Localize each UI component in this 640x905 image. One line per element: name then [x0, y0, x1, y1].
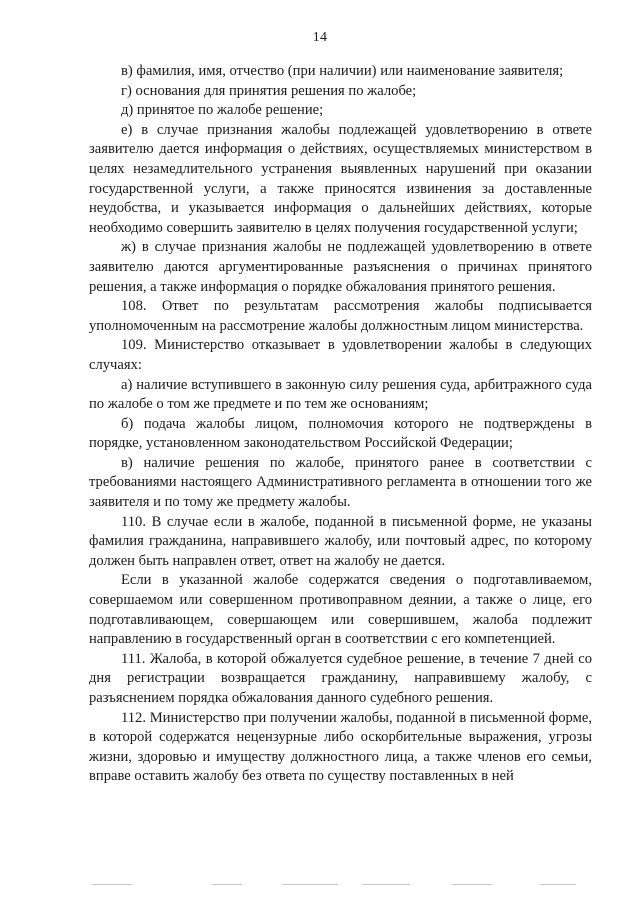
page-number: 14 [312, 30, 328, 45]
paragraph-item-d: д) принятое по жалобе решение; [121, 102, 324, 119]
scan-artifact-line [92, 884, 132, 885]
paragraph-110: 110. В случае если в жалобе, поданной в письменной форме, не указаны фамилия гражданина, направившего жалобу, или почтовый адрес, по которому должен быть направлен ответ, ответ на жалобу не дается. [89, 513, 592, 569]
scan-artifact-line [212, 884, 242, 885]
scan-artifact-line [452, 884, 492, 885]
paragraph-109-a: а) наличие вступившего в законную силу решения суда, арбитражного суда по жалобе о том же предмете и по тем же основаниям; [89, 376, 592, 413]
paragraph-item-e: е) в случае признания жалобы подлежащей удовлетворению в ответе заявителю дается информация о действиях, осуществляемых министерством в целях незамедлительного устранения выявленных нарушений при оказании государственной услуги, а также приносятся извинения за доставленные неудобства, и указывается информация о дальнейших действиях, которые необходимо совершить заявителю в целях получения государственной услуги; [89, 121, 592, 236]
paragraph-109-b: б) подача жалобы лицом, полномочия которого не подтверждены в порядке, установленном законодательством Российской Федерации; [89, 415, 592, 452]
scan-artifact-line [282, 884, 338, 885]
scan-artifact-line [540, 884, 576, 885]
paragraph-109-v: в) наличие решения по жалобе, принятого ранее в соответствии с требованиями настоящего Административного регламента в отношении того же заявителя и по тому же предмету жалобы. [89, 454, 592, 511]
paragraph-108: 108. Ответ по результатам рассмотрения жалобы подписывается уполномоченным на рассмотрение жалобы должностным лицом министерства. [89, 298, 592, 334]
paragraph-item-v: в) фамилия, имя, отчество (при наличии) или наименование заявителя; [121, 63, 564, 79]
paragraph-109: 109. Министерство отказывает в удовлетворении жалобы в следующих случаях: [89, 337, 592, 373]
scan-artifact-line [362, 884, 410, 885]
paragraph-item-zh: ж) в случае признания жалобы не подлежащей удовлетворению в ответе заявителю даются аргументированные разъяснения о причинах принятого решения, а также информация о порядке обжалования принятого решения. [89, 239, 592, 295]
paragraph-110-continued: Если в указанной жалобе содержатся сведения о подготавливаемом, совершаемом или совершенном противоправном деянии, а также о лице, его подготавливающем, совершающем или совершившем, жалоба подлежит направлению в государственный орган в соответствии с его компетенцией. [89, 572, 592, 648]
paragraph-112: 112. Министерство при получении жалобы, поданной в письменной форме, в которой содержатся нецензурные либо оскорбительные выражения, угрозы жизни, здоровью и имуществу должностного лица, а также членов его семьи, вправе оставить жалобу без ответа по существу поставленных в ней [89, 709, 592, 785]
paragraph-item-g: г) основания для принятия решения по жалобе; [121, 82, 417, 99]
paragraph-111: 111. Жалоба, в которой обжалуется судебное решение, в течение 7 дней со дня регистрации возвращается гражданину, направившему жалобу, с разъяснением порядка обжалования данного судебного решения. [89, 650, 592, 706]
document-body [89, 62, 592, 787]
